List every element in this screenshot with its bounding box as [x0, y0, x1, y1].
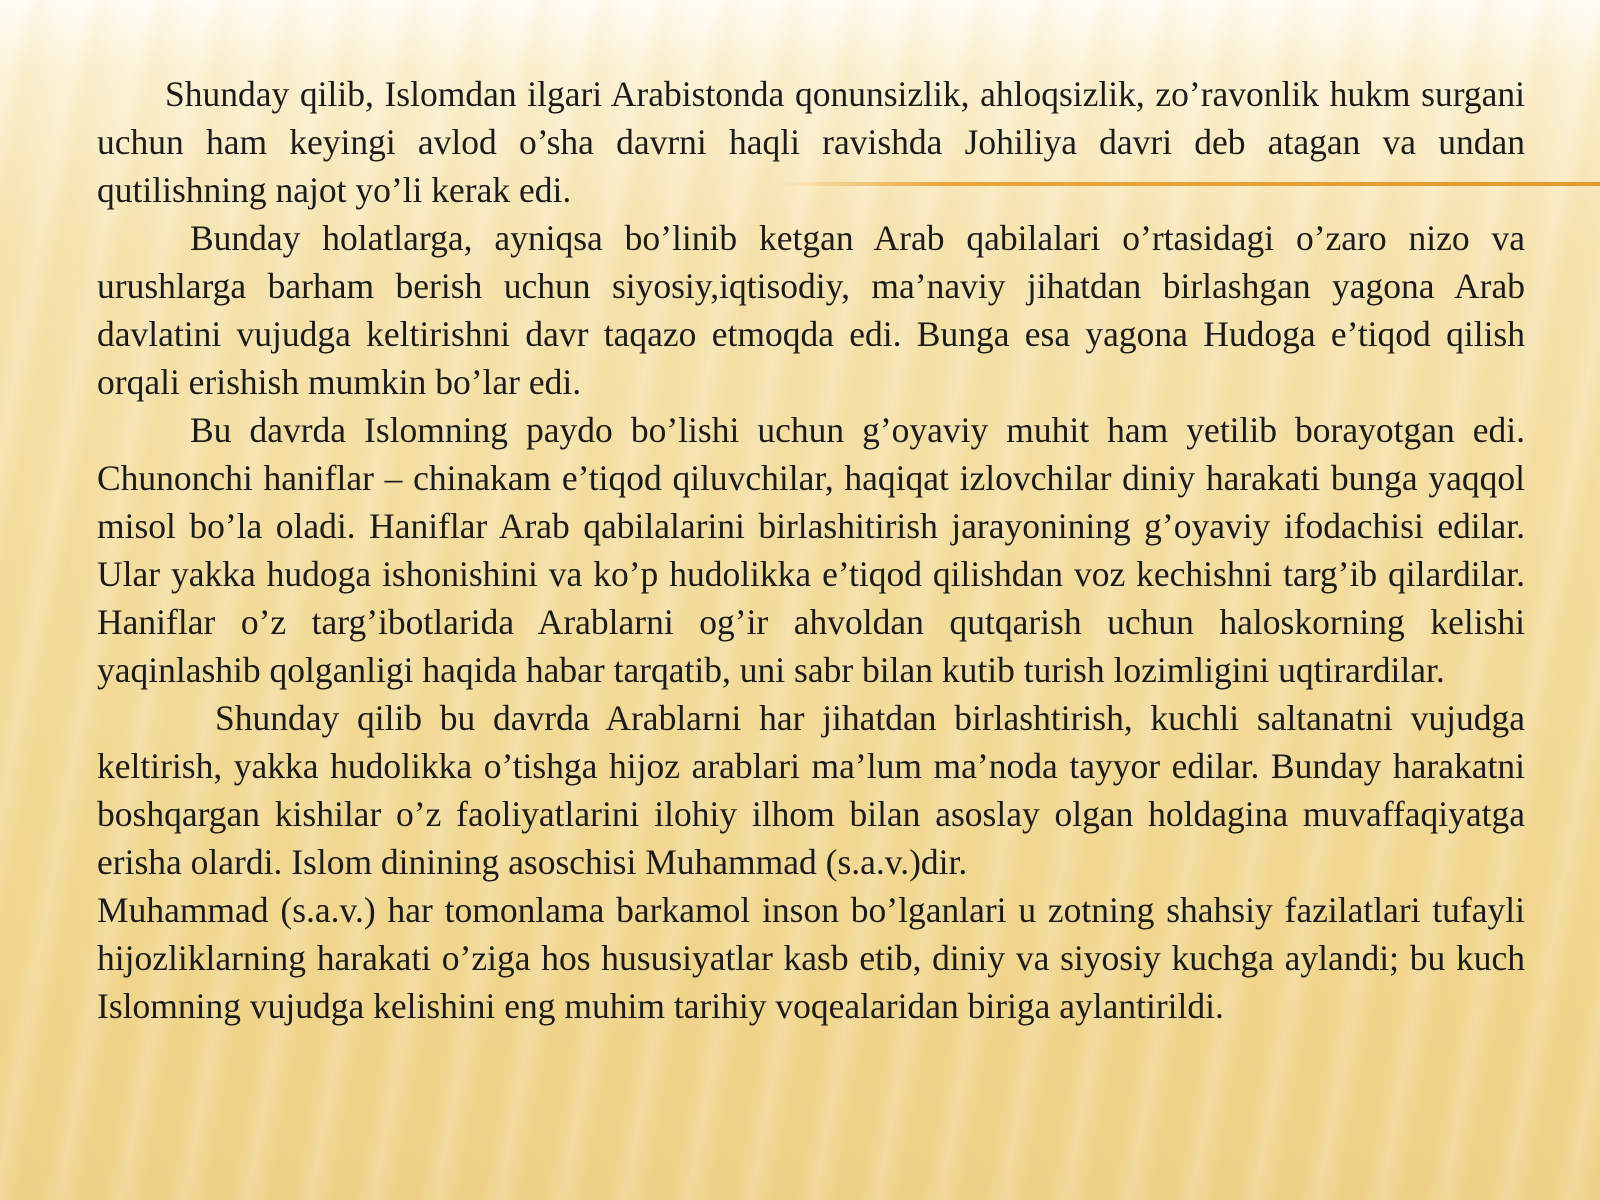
body-text	[97, 70, 1525, 1030]
paragraph-2: Bunday holatlarga, ayniqsa bo’linib ketgan Arab qabilalari o’rtasidagi o’zaro nizo va urushlarga barham berish uchun siyosiy,iqtisodiy, ma’naviy jihatdan birlashgan yagona Arab davlatini vujudga keltirishni davr taqazo etmoqda edi. Bunga esa yagona Hudoga e’tiqod qilish orqali erishish mumkin bo’lar edi.	[97, 218, 1525, 402]
paragraph-5: Muhammad (s.a.v.) har tomonlama barkamol inson bo’lganlari u zotning shahsiy fazilatlari tufayli hijozliklarning harakati o’ziga hos hususiyatlar kasb etib, diniy va siyosiy kuchga aylandi; bu kuch Islomning vujudga kelishini eng muhim tarihiy voqealaridan biriga aylantirildi.	[97, 890, 1525, 1026]
paragraph-3: Bu davrda Islomning paydo bo’lishi uchun g’oyaviy muhit ham yetilib borayotgan edi. Chunonchi haniflar – chinakam e’tiqod qiluvchilar, haqiqat izlovchilar diniy harakati bunga yaqqol misol bo’la oladi. Haniflar Arab qabilalarini birlashitirish jarayonining g’oyaviy ifodachisi edilar. Ular yakka hudoga ishonishini va ko’p hudolikka e’tiqod qilishdan voz kechishni targ’ib qilardilar. Haniflar o’z targ’ibotlarida Arablarni og’ir ahvoldan qutqarish uchun haloskorning kelishi yaqinlashib qolganligi haqida habar tarqatib, uni sabr bilan kutib turish lozimligini uqtirardilar.	[97, 410, 1525, 690]
paragraph-1: Shunday qilib, Islomdan ilgari Arabistonda qonunsizlik, ahloqsizlik, zo’ravonlik hukm surgani uchun ham keyingi avlod o’sha davrni haqli ravishda Johiliya davri deb atagan va undan qutilishning najot yo’li kerak edi.	[97, 74, 1525, 210]
paragraph-4: Shunday qilib bu davrda Arablarni har jihatdan birlashtirish, kuchli saltanatni vujudga keltirish, yakka hudolikka o’tishga hijoz arablari ma’lum ma’noda tayyor edilar. Bunday harakatni boshqargan kishilar o’z faoliyatlarini ilohiy ilhom bilan asoslay olgan holdagina muvaffaqiyatga erisha olardi. Islom dinining asoschisi Muhammad (s.a.v.)dir.	[97, 698, 1525, 882]
